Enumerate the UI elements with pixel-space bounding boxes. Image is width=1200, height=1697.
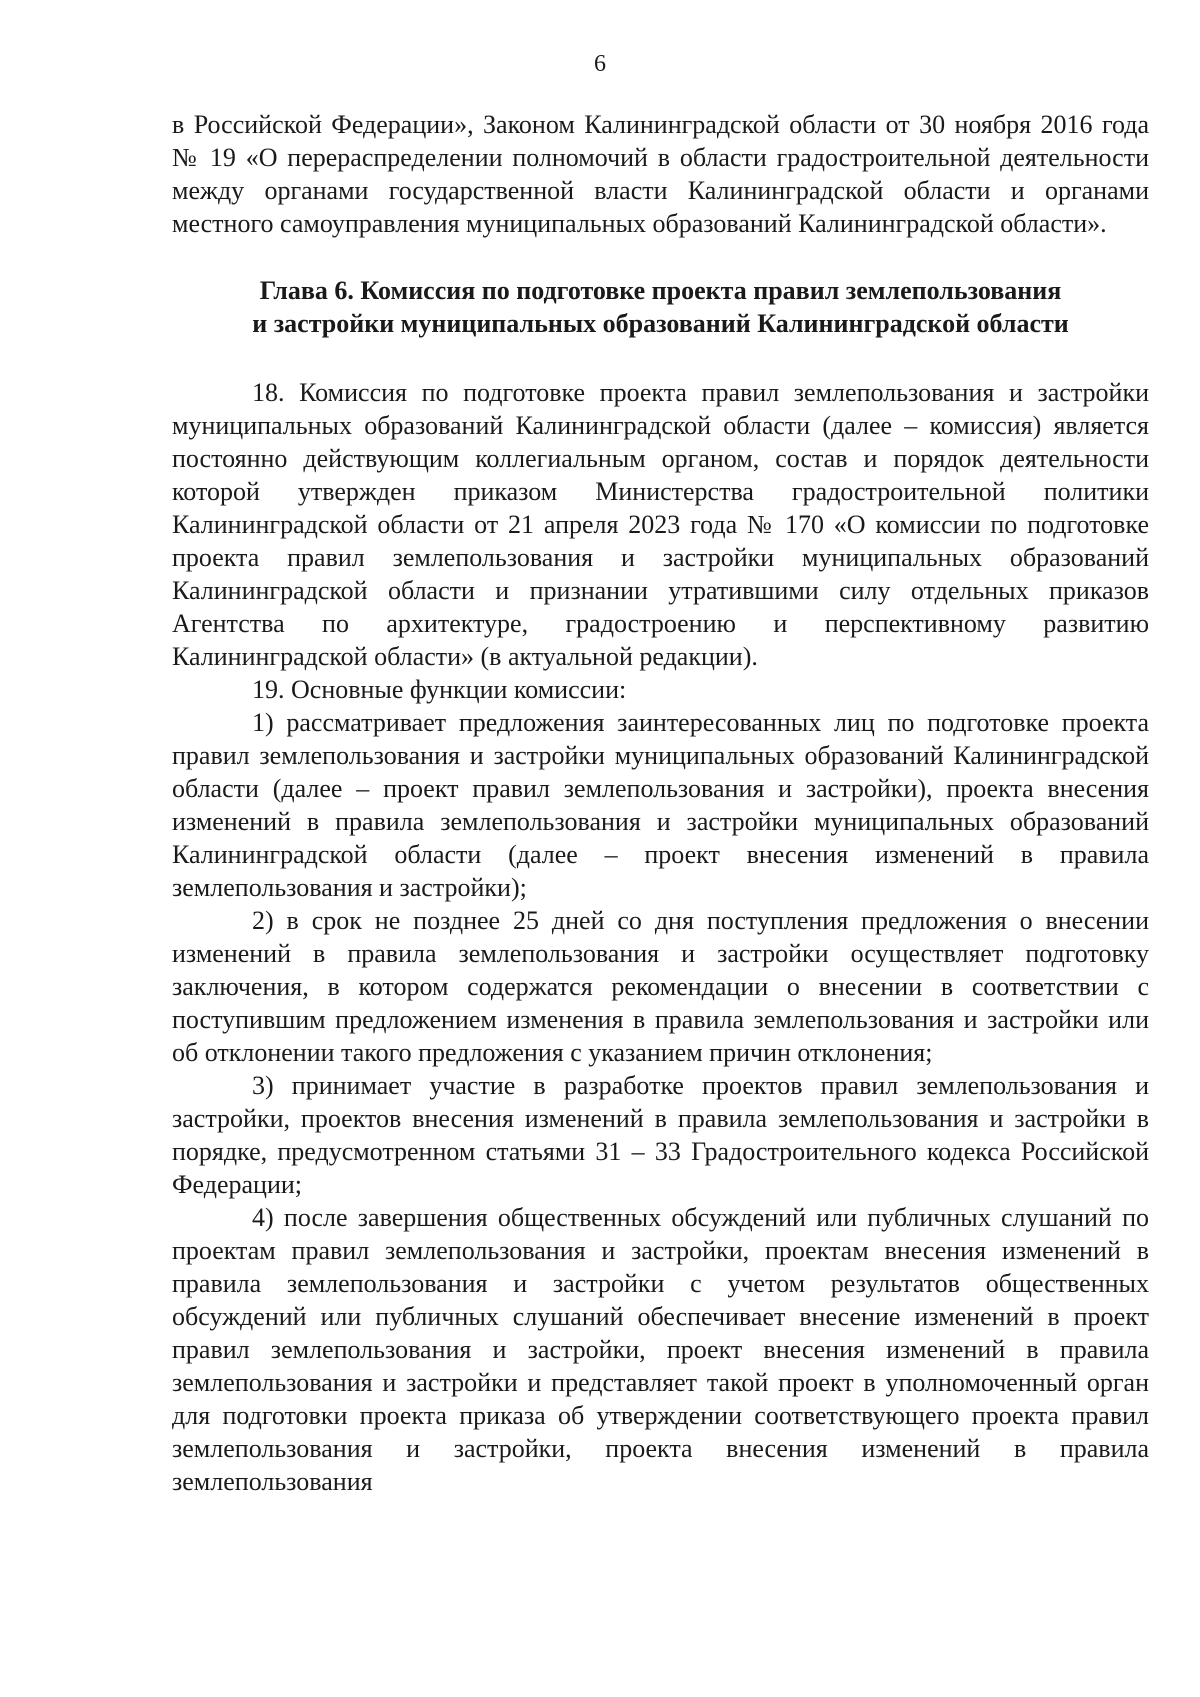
function-item-4: 4) после завершения общественных обсуждений или публичных слушаний по проектам правил землепользования и застройки, проектам внесения изменений в правила землепользования и застройки с учетом результатов общественных обсуждений или публичных слушаний обеспечивает внесение изменений в проект правил землепользования и застройки, проект внесения изменений в правила землепользования и застройки и представляет такой проект в уполномоченный орган для подготовки проекта приказа об утверждении соответствующего проекта правил землепользования и застройки, проекта внесения изменений в правила землепользования (172, 1203, 1149, 1496)
paragraph-19: 19. Основные функции комиссии: (252, 675, 627, 704)
page-number: 6 (594, 51, 606, 77)
function-item-3: 3) принимает участие в разработке проектов правил землепользования и застройки, проектов внесения изменений в правила землепользования и застройки в порядке, предусмотренном статьями 31 – 33 Градостроительного кодекса Российской Федерации; (172, 1071, 1149, 1199)
paragraph-18: 18. Комиссия по подготовке проекта правил землепользования и застройки муниципальных образований Калининградской области (далее – комиссия) является постоянно действующим коллегиальным органом, состав и порядок деятельности которой утвержден приказом Министерства градостроительной политики Калининградской области от 21 апреля 2023 года № 170 «О комиссии по подготовке проекта правил землепользования и застройки муниципальных образований Калининградской области и признании утратившими силу отдельных приказов Агентства по архитектуре, градостроению и перспективному развитию Калининградской области» (в актуальной редакции). (172, 378, 1149, 671)
function-item-1: 1) рассматривает предложения заинтересованных лиц по подготовке проекта правил землепользования и застройки муниципальных образований Калининградской области (далее – проект правил землепользования и застройки), проекта внесения изменений в правила землепользования и застройки муниципальных образований Калининградской области (далее – проект внесения изменений в правила землепользования и застройки); (172, 708, 1149, 902)
chapter-title-line-1: Глава 6. Комиссия по подготовке проекта правил землепользования (259, 276, 1062, 305)
chapter-heading (172, 274, 1149, 340)
intro-paragraph: в Российской Федерации», Законом Калининградской области от 30 ноября 2016 года № 19 «О перераспределении полномочий в области градостроительной деятельности между органами государственной власти Калининградской области и органами местного самоуправления муниципальных образований Калининградской области». (172, 110, 1149, 238)
document-body (172, 108, 1149, 1498)
function-item-2: 2) в срок не позднее 25 дней со дня поступления предложения о внесении изменений в правила землепользования и застройки осуществляет подготовку заключения, в котором содержатся рекомендации о внесении в соответствии с поступившим предложением изменения в правила землепользования и застройки или об отклонении такого предложения с указанием причин отклонения; (172, 906, 1149, 1067)
chapter-title-line-2: и застройки муниципальных образований Калининградской области (252, 309, 1069, 338)
